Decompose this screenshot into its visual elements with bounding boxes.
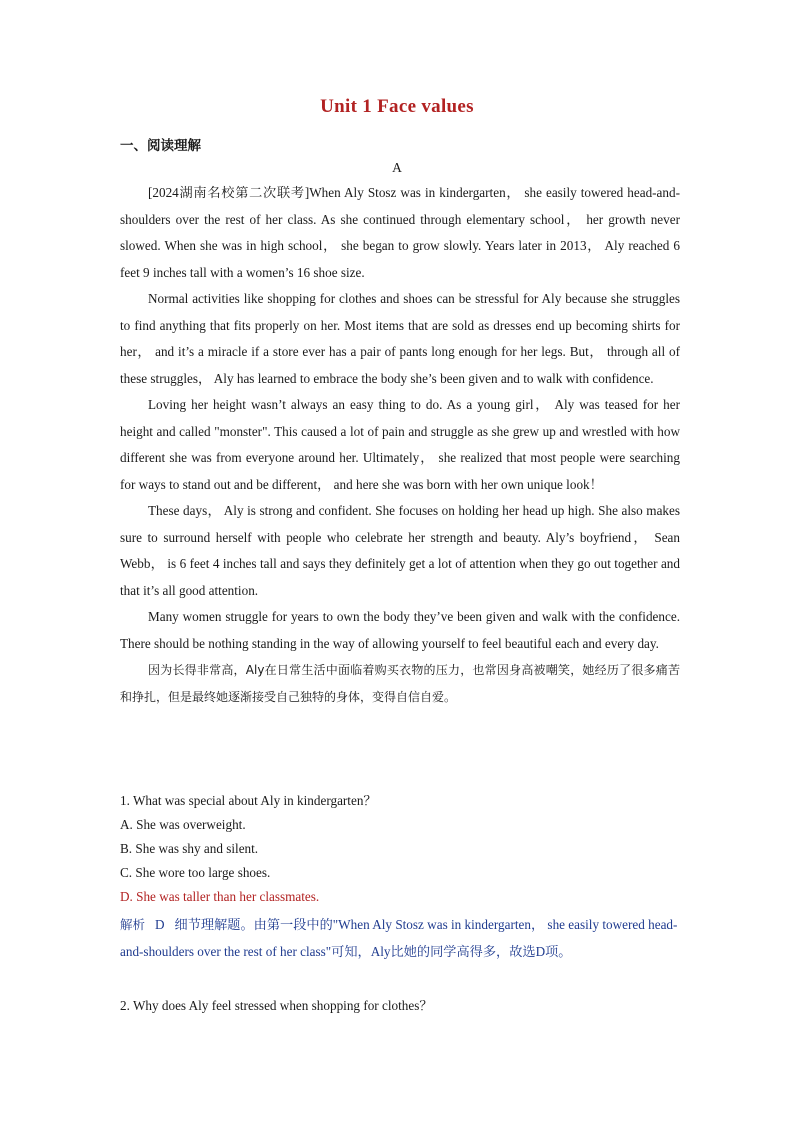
section-heading: 一、阅读理解: [120, 138, 201, 154]
paragraph-3: Loving her height wasn’t always an easy thing to do. As a young girl， Aly was teased for her height and called "monster". This caused a lot of pain and struggle as she grew up and wrestled with how different she was from everyone around her. Ultimately， she realized that most people were searching for ways to stand out and be different， and here she was born with her own unique look！: [120, 397, 680, 492]
option-a: A. She was overweight.: [120, 817, 246, 832]
chinese-summary: 因为长得非常高，Aly在日常生活中面临着购买衣物的压力，也常因身高被嘲笑，她经历了很多痛苦和挣扎，但是最终她逐渐接受自己独特的身体，变得自信自爱。: [120, 663, 680, 704]
passage-label: A: [392, 160, 402, 175]
question-1: [120, 789, 680, 909]
paragraph-5: Many women struggle for years to own the body they’ve been given and walk with the confidence. There should be nothing standing in the way of allowing yourself to feel beautiful each and every day.: [120, 609, 680, 651]
option-c: C. She wore too large shoes.: [120, 865, 271, 880]
option-d-correct: D. She was taller than her classmates.: [120, 889, 320, 904]
question-2-stem: 2. Why does Aly feel stressed when shopping for clothes？: [120, 998, 433, 1013]
paragraph-1: [2024湖南名校第二次联考]When Aly Stosz was in kindergarten， she easily towered head-and-shoulders over the rest of her class. As she continued through elementary school， her growth never slowed. When she was in high school， she began to grow slowly. Years later in 2013， Aly reached 6 feet 9 inches tall with a women’s 16 shoe size.: [120, 185, 680, 280]
paragraph-4: These days， Aly is strong and confident. She focuses on holding her head up high. She also makes sure to surround herself with people who celebrate her strength and beauty. Aly’s boyfriend， Sean Webb， is 6 feet 4 inches tall and says they definitely get a lot of attention when they go out together and that it’s all good attention.: [120, 503, 680, 598]
question-1-stem: 1. What was special about Aly in kindergarten？: [120, 793, 377, 808]
passage-body: [120, 180, 680, 710]
analysis-label: 解析: [120, 917, 146, 932]
analysis-answer: D: [155, 917, 165, 932]
page-title: Unit 1 Face values: [320, 96, 474, 117]
analysis-1: [120, 912, 680, 965]
paragraph-2: Normal activities like shopping for clothes and shoes can be stressful for Aly because she struggles to find anything that fits properly on her. Most items that are sold as dresses end up becoming shirts for her， and it’s a miracle if a store ever has a pair of pants long enough for her legs. But， through all of these struggles， Aly has learned to embrace the body she’s been given and to walk with confidence.: [120, 291, 680, 386]
question-2: [120, 994, 680, 1018]
option-b: B. She was shy and silent.: [120, 841, 259, 856]
analysis-text: 细节理解题。由第一段中的"When Aly Stosz was in kindergarten， she easily towered head-and-shoulders over the rest of her class"可知，Aly比她的同学高得多，故选D项。: [120, 917, 678, 959]
